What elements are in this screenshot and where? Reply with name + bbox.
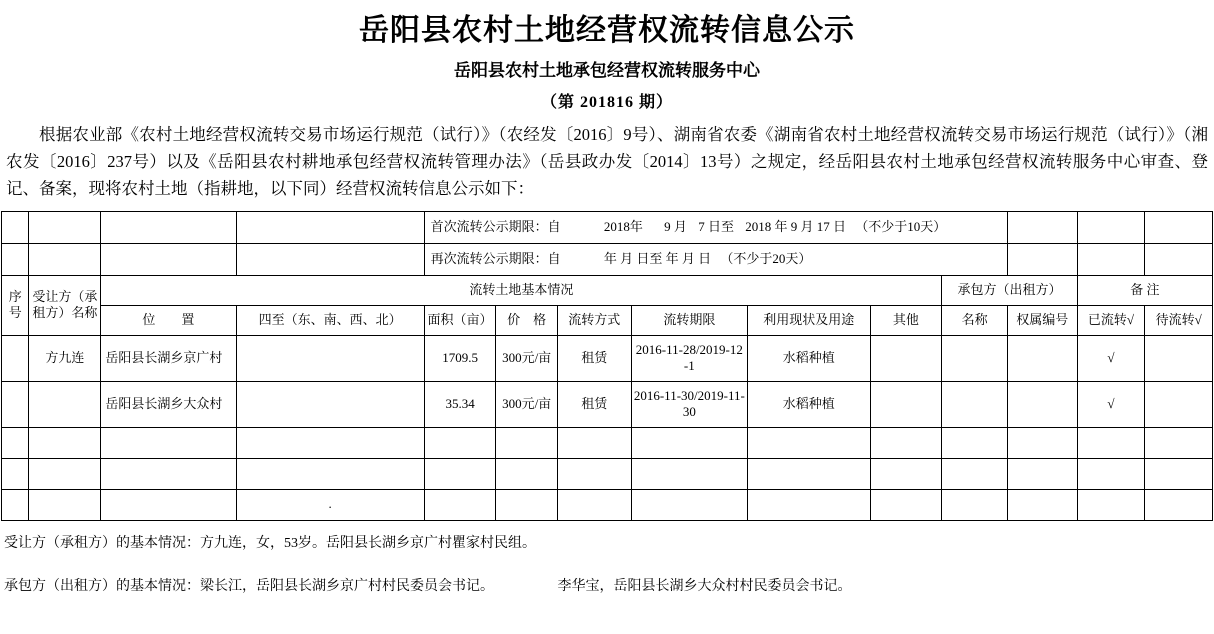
page-subtitle: 岳阳县农村土地承包经营权流转服务中心 bbox=[454, 61, 760, 80]
header-transferee bbox=[29, 275, 101, 335]
table-row-empty bbox=[2, 458, 1213, 489]
cell-transferred: √ bbox=[1077, 381, 1145, 427]
blank-cell bbox=[236, 211, 424, 243]
table-row-empty bbox=[2, 489, 1213, 520]
blank-cell bbox=[1145, 243, 1213, 275]
header-seq bbox=[2, 275, 29, 335]
first-publicity-month: 9 月 bbox=[664, 218, 687, 234]
cell-right-code bbox=[1007, 381, 1077, 427]
cell-blank bbox=[101, 458, 236, 489]
header-other bbox=[870, 305, 942, 335]
first-publicity-day: 7 日至 bbox=[698, 218, 734, 234]
cell-blank bbox=[496, 489, 557, 520]
blank-cell bbox=[1007, 243, 1077, 275]
cell-area: 1709.5 bbox=[424, 335, 496, 381]
first-publicity-end: 2018 年 9 月 17 日 bbox=[745, 218, 846, 234]
header-contractor-group bbox=[942, 275, 1077, 305]
group-header-row bbox=[2, 275, 1213, 305]
header-other-label: 其他 bbox=[892, 311, 919, 327]
cell-mode: 租赁 bbox=[557, 335, 631, 381]
header-land-group-label: 流转土地基本情况 bbox=[469, 281, 574, 297]
cell-blank bbox=[870, 489, 942, 520]
cell-blank bbox=[1007, 458, 1077, 489]
header-area bbox=[424, 305, 496, 335]
header-term-label: 流转期限 bbox=[663, 311, 716, 327]
table-row bbox=[2, 381, 1213, 427]
header-mode bbox=[557, 305, 631, 335]
cell-term: 2016-11-30/2019-11-30 bbox=[631, 381, 747, 427]
cell-blank bbox=[496, 458, 557, 489]
cell-blank bbox=[101, 427, 236, 458]
contractor-info-2: 李华宝，岳阳县长湖乡大众村村民委员会书记。 bbox=[557, 578, 852, 594]
cell-blank bbox=[29, 458, 101, 489]
cell-to-transfer bbox=[1145, 381, 1213, 427]
cell-dot-marker: . bbox=[236, 489, 424, 520]
cell-transferred: √ bbox=[1077, 335, 1145, 381]
cell-blank bbox=[1077, 427, 1145, 458]
first-publicity-note: （不少于10天） bbox=[855, 218, 947, 234]
cell-blank bbox=[631, 458, 747, 489]
cell-blank bbox=[424, 489, 496, 520]
cell-blank bbox=[557, 427, 631, 458]
header-mode-label: 流转方式 bbox=[568, 311, 621, 327]
cell-blank bbox=[101, 489, 236, 520]
cell-blank bbox=[496, 427, 557, 458]
land-transfer-table bbox=[1, 211, 1213, 521]
cell-other bbox=[870, 335, 942, 381]
first-publicity-row bbox=[2, 211, 1213, 243]
header-usage-label: 利用现状及用途 bbox=[763, 311, 855, 327]
blank-cell bbox=[29, 243, 101, 275]
header-transferee-label: 受让方（承租方）名称 bbox=[32, 288, 98, 321]
cell-blank bbox=[1145, 489, 1213, 520]
blank-cell bbox=[2, 243, 29, 275]
first-publicity-label: 首次流转公示期限：自 bbox=[430, 218, 561, 234]
cell-blank bbox=[557, 489, 631, 520]
header-boundary-label: 四至（东、南、西、北） bbox=[258, 311, 402, 327]
cell-right-code bbox=[1007, 335, 1077, 381]
header-transferred-label: 已流转√ bbox=[1087, 311, 1135, 327]
cell-transferee bbox=[29, 381, 101, 427]
blank-cell bbox=[1145, 211, 1213, 243]
cell-boundary bbox=[236, 381, 424, 427]
cell-usage: 水稻种植 bbox=[747, 381, 870, 427]
cell-seq bbox=[2, 381, 29, 427]
cell-blank bbox=[1007, 489, 1077, 520]
cell-blank bbox=[870, 458, 942, 489]
header-location-label: 位 置 bbox=[142, 311, 195, 327]
header-boundary bbox=[236, 305, 424, 335]
cell-blank bbox=[747, 489, 870, 520]
header-seq-label: 序号 bbox=[8, 288, 22, 321]
cell-name bbox=[942, 381, 1008, 427]
cell-blank bbox=[1145, 427, 1213, 458]
cell-seq bbox=[2, 335, 29, 381]
header-right-code bbox=[1007, 305, 1077, 335]
blank-cell bbox=[101, 243, 236, 275]
blank-cell bbox=[2, 211, 29, 243]
header-term bbox=[631, 305, 747, 335]
header-to-transfer-label: 待流转√ bbox=[1155, 311, 1202, 327]
header-location bbox=[101, 305, 236, 335]
second-publicity-text bbox=[424, 243, 1007, 275]
blank-cell bbox=[236, 243, 424, 275]
blank-cell bbox=[1077, 211, 1145, 243]
cell-price: 300元/亩 bbox=[496, 381, 557, 427]
cell-to-transfer bbox=[1145, 335, 1213, 381]
second-publicity-row bbox=[2, 243, 1213, 275]
cell-blank bbox=[424, 427, 496, 458]
header-right-code-label: 权属编号 bbox=[1016, 311, 1069, 327]
cell-blank bbox=[2, 427, 29, 458]
cell-blank bbox=[942, 489, 1008, 520]
header-remark-label: 备 注 bbox=[1130, 281, 1160, 297]
cell-blank bbox=[942, 427, 1008, 458]
cell-blank bbox=[747, 458, 870, 489]
header-transferred bbox=[1077, 305, 1145, 335]
cell-blank bbox=[424, 458, 496, 489]
header-price bbox=[496, 305, 557, 335]
header-area-label: 面积（亩） bbox=[427, 311, 493, 327]
header-usage bbox=[747, 305, 870, 335]
blank-cell bbox=[29, 211, 101, 243]
cell-blank bbox=[236, 427, 424, 458]
blank-cell bbox=[101, 211, 236, 243]
second-publicity-note: （不少于20天） bbox=[720, 250, 812, 266]
cell-usage: 水稻种植 bbox=[747, 335, 870, 381]
cell-blank bbox=[1007, 427, 1077, 458]
header-remark bbox=[1077, 275, 1212, 305]
table-row-empty bbox=[2, 427, 1213, 458]
header-to-transfer bbox=[1145, 305, 1213, 335]
header-name-label: 名称 bbox=[961, 311, 988, 327]
blank-cell bbox=[1007, 211, 1077, 243]
cell-name bbox=[942, 335, 1008, 381]
cell-boundary bbox=[236, 335, 424, 381]
issue-number: （第 201816 期） bbox=[540, 94, 673, 112]
cell-blank bbox=[1077, 489, 1145, 520]
cell-blank bbox=[29, 427, 101, 458]
cell-blank bbox=[557, 458, 631, 489]
cell-blank bbox=[631, 489, 747, 520]
cell-blank bbox=[1145, 458, 1213, 489]
cell-area: 35.34 bbox=[424, 381, 496, 427]
first-publicity-text bbox=[424, 211, 1007, 243]
cell-blank bbox=[870, 427, 942, 458]
cell-other bbox=[870, 381, 942, 427]
contractor-info-note bbox=[4, 576, 1210, 597]
blank-cell bbox=[1077, 243, 1145, 275]
page-title: 岳阳县农村土地经营权流转信息公示 bbox=[359, 14, 855, 47]
header-price-label: 价 格 bbox=[507, 311, 547, 327]
first-publicity-year: 2018年 bbox=[603, 218, 643, 234]
contractor-info-1: 承包方（出租方）的基本情况：梁长江，岳阳县长湖乡京广村村民委员会书记。 bbox=[4, 578, 494, 594]
cell-transferee: 方九连 bbox=[29, 335, 101, 381]
table-row bbox=[2, 335, 1213, 381]
column-header-row bbox=[2, 305, 1213, 335]
cell-mode: 租赁 bbox=[557, 381, 631, 427]
cell-term: 2016-11-28/2019-12-1 bbox=[631, 335, 747, 381]
cell-blank bbox=[2, 489, 29, 520]
header-name bbox=[942, 305, 1008, 335]
cell-blank bbox=[942, 458, 1008, 489]
intro-paragraph: 根据农业部《农村土地经营权流转交易市场运行规范（试行）》（农经发〔2016〕9号）、湖南省农委《湖南省农村土地经营权流转交易市场运行规范（试行）》（湘农发〔2016〕237号）以及《岳阳县农村耕地承包经营权流转管理办法》（岳县政办发〔2014〕13号）之规定，经岳阳县农村土地承包经营权流转服务中心审查、登记、备案，现将农村土地（指耕地，以下同）经营权流转信息公示如下： bbox=[6, 125, 1208, 198]
cell-location: 岳阳县长湖乡京广村 bbox=[101, 335, 236, 381]
header-land-group bbox=[101, 275, 942, 305]
cell-price: 300元/亩 bbox=[496, 335, 557, 381]
cell-blank bbox=[747, 427, 870, 458]
cell-blank bbox=[1077, 458, 1145, 489]
second-publicity-label: 再次流转公示期限：自 bbox=[430, 250, 561, 266]
cell-location: 岳阳县长湖乡大众村 bbox=[101, 381, 236, 427]
cell-blank bbox=[631, 427, 747, 458]
cell-blank bbox=[2, 458, 29, 489]
cell-blank bbox=[29, 489, 101, 520]
header-contractor-group-label: 承包方（出租方） bbox=[957, 281, 1062, 297]
transferee-info-note: 受让方（承租方）的基本情况：方九连，女，53岁。岳阳县长湖乡京广村瞿家村民组。 bbox=[4, 535, 536, 551]
second-publicity-blank: 年 月 日至 年 月 日 bbox=[603, 250, 712, 266]
cell-blank bbox=[236, 458, 424, 489]
